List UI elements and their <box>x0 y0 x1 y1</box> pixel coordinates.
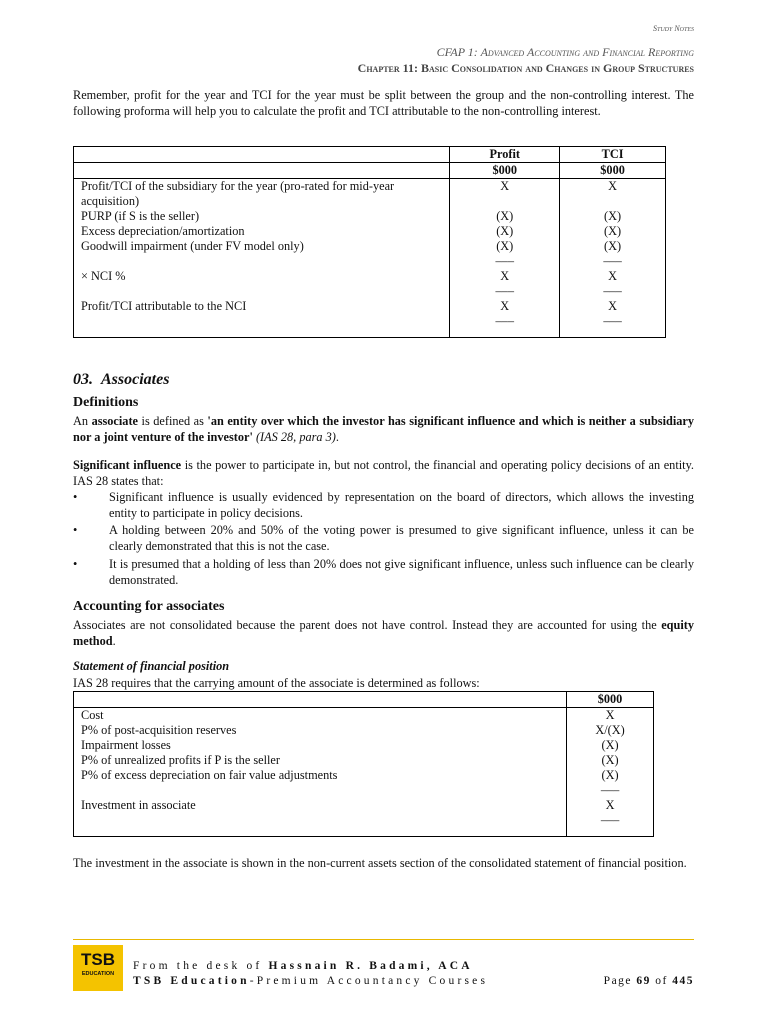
subtotal-rule: ––– <box>450 254 560 269</box>
subtotal-rule: ––– <box>450 284 560 299</box>
list-item: • It is presumed that a holding of less than 20% does not give significant influence, unless such influence can be clearly demonstrated. <box>73 557 694 587</box>
header-study-notes: Study Notes <box>652 24 694 33</box>
page-number: Page 69 of 445 <box>603 975 694 987</box>
table-cell-tci: X <box>560 179 666 210</box>
associate-table <box>73 691 654 837</box>
table-row-label: PURP (if S is the seller) <box>74 209 450 224</box>
col-tci-unit: $000 <box>560 163 666 179</box>
table-cell-value: (X) <box>567 738 654 753</box>
header-chapter: Chapter 11: Basic Consolidation and Changes in Group Structures <box>357 61 694 75</box>
header-course: CFAP 1: Advanced Accounting and Financial Reporting <box>436 45 694 59</box>
table-row-label: Profit/TCI of the subsidiary for the year (pro-rated for mid-year acquisition) <box>74 179 450 210</box>
footer-brand-line: TSB Education-Premium Accountancy Courses <box>133 975 489 987</box>
table-row-label: × NCI % <box>74 269 450 284</box>
bullet-icon: • <box>73 523 78 537</box>
accounting-heading: Accounting for associates <box>73 599 225 614</box>
tsb-logo: TSB EDUCATION <box>73 945 123 991</box>
footer-author-line: From the desk of Hassnain R. Badami, ACA <box>133 960 473 972</box>
sfp-heading: Statement of financial position <box>73 659 230 673</box>
table-cell-profit: (X) <box>450 209 560 224</box>
table-header-blank <box>74 692 567 708</box>
nci-proforma-table <box>73 146 666 338</box>
accounting-paragraph: Associates are not consolidated because the parent does not have control. Instead they are accounted for using the equity method. <box>73 618 694 648</box>
section-heading <box>73 371 169 389</box>
table-cell-profit: X <box>450 269 560 284</box>
subtotal-rule: ––– <box>560 254 666 269</box>
associate-definition: An associate is defined as 'an entity over which the investor has significant influence and which is neither a subsidiary nor a joint venture of the investor' (IAS 28, para 3). <box>73 414 694 444</box>
bullet-icon: • <box>73 557 78 571</box>
col-profit-unit: $000 <box>450 163 560 179</box>
definitions-heading: Definitions <box>73 395 139 410</box>
significant-influence-paragraph: Significant influence is the power to participate in, but not control, the financial and operating policy decisions of an entity. IAS 28 states that: <box>73 458 694 488</box>
table-cell-profit: X <box>450 299 560 314</box>
table-row-label: Investment in associate <box>74 798 567 813</box>
table-cell-tci: (X) <box>560 239 666 254</box>
total-rule: ––– <box>560 314 666 337</box>
section-number: 03. <box>73 371 93 388</box>
table-row-label: Cost <box>74 708 567 724</box>
table-cell-tci: X <box>560 299 666 314</box>
sfp-intro: IAS 28 requires that the carrying amount of the associate is determined as follows: <box>73 676 480 690</box>
table-cell-value: (X) <box>567 753 654 768</box>
table-unit-blank <box>74 163 450 179</box>
table-cell-profit: X <box>450 179 560 210</box>
subtotal-rule: ––– <box>567 783 654 798</box>
table-cell-tci: X <box>560 269 666 284</box>
section-title: Associates <box>101 371 170 388</box>
bullet-icon: • <box>73 490 78 504</box>
table-header-blank <box>74 147 450 163</box>
list-item: • A holding between 20% and 50% of the voting power is presumed to give significant influence, unless it can be clearly demonstrated that this is not the case. <box>73 523 694 553</box>
table-cell-profit: (X) <box>450 239 560 254</box>
table-cell-profit: (X) <box>450 224 560 239</box>
closing-paragraph: The investment in the associate is shown in the non-current assets section of the consolidated statement of financial position. <box>73 856 687 870</box>
col-profit-header: Profit <box>450 147 560 163</box>
table-row-label: Goodwill impairment (under FV model only) <box>74 239 450 254</box>
table-row-label: P% of excess depreciation on fair value adjustments <box>74 768 567 783</box>
table-row-label: Excess depreciation/amortization <box>74 224 450 239</box>
table-cell-value: X <box>567 708 654 724</box>
table-cell-value: X/(X) <box>567 723 654 738</box>
table-row-label: P% of unrealized profits if P is the seller <box>74 753 567 768</box>
table-row-label: Impairment losses <box>74 738 567 753</box>
subtotal-rule: ––– <box>560 284 666 299</box>
table-row-label: Profit/TCI attributable to the NCI <box>74 299 450 314</box>
list-item: • Significant influence is usually evidenced by representation on the board of directors, which allows the investing entity to participate in policy decisions. <box>73 490 694 520</box>
footer-divider <box>73 939 694 940</box>
table-cell-tci: (X) <box>560 224 666 239</box>
table-cell-tci: (X) <box>560 209 666 224</box>
table-cell-value: (X) <box>567 768 654 783</box>
col-tci-header: TCI <box>560 147 666 163</box>
table-cell-value: X <box>567 798 654 813</box>
col-unit-header: $000 <box>567 692 654 708</box>
total-rule: ––– <box>450 314 560 337</box>
total-rule: ––– <box>567 813 654 836</box>
intro-paragraph: Remember, profit for the year and TCI for the year must be split between the group and the non-controlling interest. The following proforma will help you to calculate the profit and TCI attributable to the non-controlling interest. <box>73 88 694 118</box>
table-row-label: P% of post-acquisition reserves <box>74 723 567 738</box>
